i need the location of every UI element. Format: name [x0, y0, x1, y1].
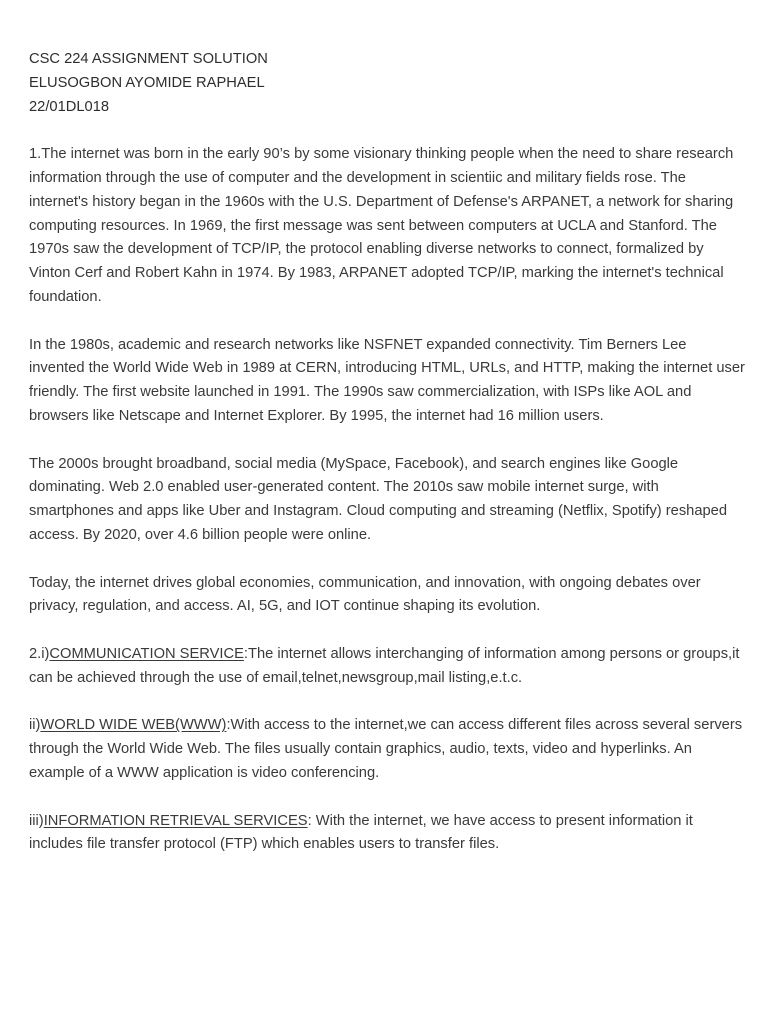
paragraph-1980s-1990s — [29, 334, 745, 429]
service-prefix: 2.i) — [29, 645, 50, 662]
paragraph-text: In the 1980s, academic and research networks like NSFNET expanded connectivity. Tim Berners Lee invented the World Wide Web in 1989 at CERN, introducing HTML, URLs, and HTTP, making the internet user friendly. The first website launched in 1991. The 1990s saw commercialization, with ISPs like AOL and browsers like Netscape and Internet Explorer. By 1995, the internet had 16 million users. — [29, 336, 745, 424]
student-name: ELUSOGBON AYOMIDE RAPHAEL — [29, 74, 265, 91]
document-header — [29, 48, 745, 119]
service-title: WORLD WIDE WEB(WWW) — [40, 717, 227, 734]
service-description: :With access to the internet,we can access different files across several servers through the World Wide Web. The files usually contain graphics, audio, texts, video and hyperlinks. An example of a WWW application is video conferencing. — [29, 717, 743, 781]
matric-number: 22/01DL018 — [29, 98, 110, 115]
service-prefix: ii) — [29, 717, 41, 734]
service-communication — [29, 643, 745, 691]
service-world-wide-web — [29, 714, 745, 785]
service-title: COMMUNICATION SERVICE — [49, 645, 244, 662]
service-description: : With the internet, we have access to present information it includes file transfer protocol (FTP) which enables users to transfer files. — [29, 812, 693, 853]
paragraph-history-origins — [29, 143, 745, 310]
paragraph-text: 1.The internet was born in the early 90’s by some visionary thinking people when the need to share research information through the use of computer and the development in scientiic and military fields rose. The internet's history began in the 1960s with the U.S. Department of Defense's ARPANET, a network for sharing computing resources. In 1969, the first message was sent between computers at UCLA and Stanford. The 1970s saw the development of TCP/IP, the protocol enabling diverse networks to connect, formalized by Vinton Cerf and Robert Kahn in 1974. By 1983, ARPANET adopted TCP/IP, marking the internet's technical foundation. — [29, 146, 734, 305]
paragraph-text: The 2000s brought broadband, social media (MySpace, Facebook), and search engines like Google dominating. Web 2.0 enabled user-generated content. The 2010s saw mobile internet surge, with smartphones and apps like Uber and Instagram. Cloud computing and streaming (Netflix, Spotify) reshaped access. By 2020, over 4.6 billion people were online. — [29, 455, 728, 543]
paragraph-text: Today, the internet drives global economies, communication, and innovation, with ongoing debates over privacy, regulation, and access. AI, 5G, and IOT continue shaping its evolution. — [29, 574, 701, 615]
service-prefix: iii) — [29, 812, 44, 829]
service-description: :The internet allows interchanging of information among persons or groups,it can be achieved through the use of email,telnet,newsgroup,mail listing,e.t.c. — [29, 645, 740, 686]
paragraph-2000s-2010s — [29, 453, 745, 548]
course-title: CSC 224 ASSIGNMENT SOLUTION — [29, 51, 268, 67]
service-information-retrieval — [29, 810, 745, 858]
document-page — [29, 48, 745, 857]
service-title: INFORMATION RETRIEVAL SERVICES — [43, 812, 308, 829]
paragraph-today — [29, 572, 745, 620]
